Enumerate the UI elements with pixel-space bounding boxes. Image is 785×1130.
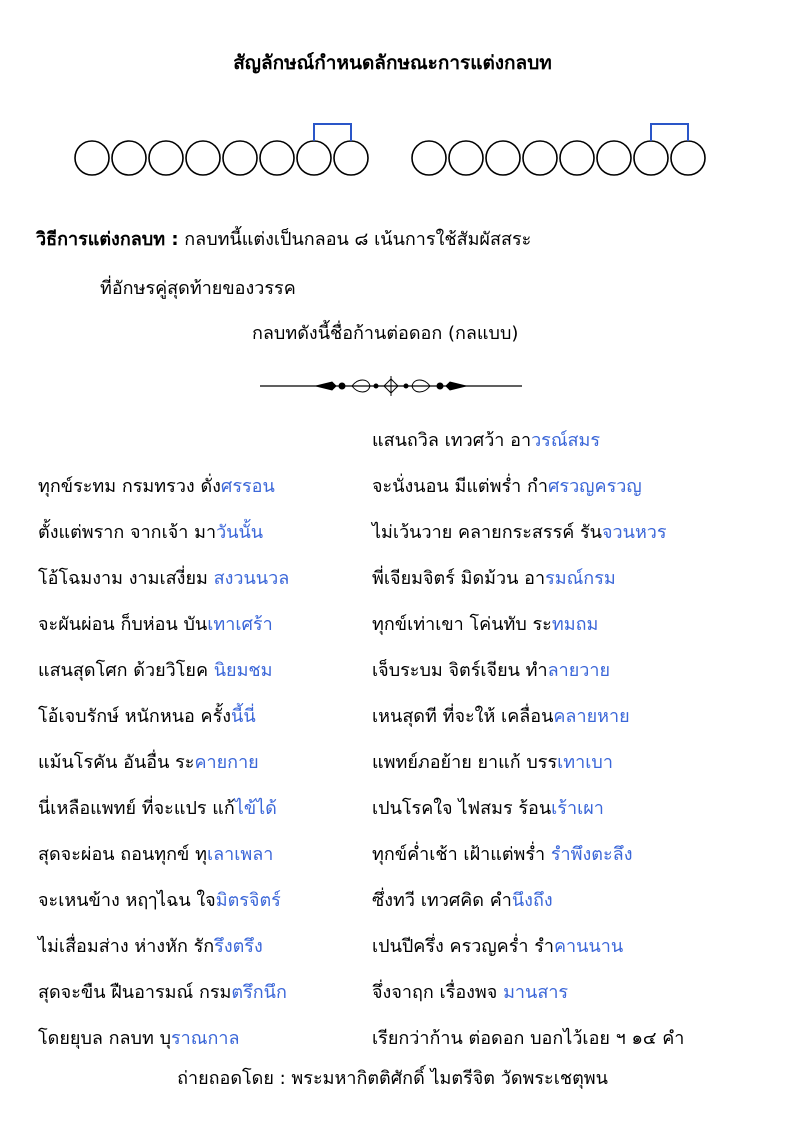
verse-plain: แสนถวิล เทวศว้า อา xyxy=(372,430,532,451)
verse-right xyxy=(372,1023,684,1052)
syllable-circle xyxy=(223,141,257,175)
poem-row xyxy=(0,609,785,641)
verse-left xyxy=(38,839,273,868)
verse-rhyme-highlight: ทมถม xyxy=(551,614,599,635)
poem-row xyxy=(0,563,785,595)
verse-rhyme-highlight: มิตรจิตร์ xyxy=(215,890,281,911)
verse-plain: โดยยุบล กลบท บุ xyxy=(38,1028,171,1049)
divider-ornament xyxy=(316,376,466,396)
verse-plain: นี่เหลือแพทย์ ที่จะแปร แก้ xyxy=(38,798,235,819)
poem-row xyxy=(0,839,785,871)
verse-rhyme-highlight: คายกาย xyxy=(194,752,259,773)
verse-rhyme-highlight: เร้าเผา xyxy=(551,798,604,819)
transcriber-credit: ถ่ายถอดโดย : พระมหากิตติศักดิ์ ไมตรีจิต วัดพระเชตุพน xyxy=(177,1068,608,1089)
verse-left xyxy=(38,747,259,776)
verse-left xyxy=(38,471,275,500)
poem-row xyxy=(0,977,785,1009)
poem-row xyxy=(0,793,785,825)
verse-rhyme-highlight: ตรึกนึก xyxy=(231,982,287,1003)
verse-right xyxy=(372,885,553,914)
verse-rhyme-highlight: คลายหาย xyxy=(553,706,630,727)
syllable-circle xyxy=(560,141,594,175)
verse-plain: สุดจะผ่อน ถอนทุกข์ ทุ xyxy=(38,844,207,865)
poem-row xyxy=(0,1023,785,1055)
verse-plain: แพทย์ภอย้าย ยาแก้ บรร xyxy=(372,752,558,773)
verse-plain: จึ่งจาฤก เรื่องพจ xyxy=(372,982,504,1003)
verse-rhyme-highlight: ไข้ได้ xyxy=(234,798,277,819)
verse-rhyme-highlight: สงวนนวล xyxy=(213,568,290,589)
syllable-circle xyxy=(634,141,668,175)
verse-rhyme-highlight: รึงตรึง xyxy=(214,936,263,957)
rhyme-link-second xyxy=(651,124,688,141)
verse-rhyme-highlight: มานสาร xyxy=(503,982,569,1003)
verse-left xyxy=(38,655,273,684)
verse-plain: แม้นโรคัน อันอื่น ระ xyxy=(38,752,195,773)
verse-right xyxy=(372,977,568,1006)
verse-left xyxy=(38,793,277,822)
verse-left xyxy=(38,609,273,638)
method-text: กลบทนี้แต่งเป็นกลอน ๘ เน้นการใช้สัมผัสสระ xyxy=(184,229,532,250)
verse-rhyme-highlight: วันนั้น xyxy=(216,522,264,543)
verse-rhyme-highlight: ศรวญครวญ xyxy=(547,476,642,497)
syllable-circle xyxy=(186,141,220,175)
verse-plain: จะนั่งนอน มีแต่พร่ำ กำ xyxy=(372,476,548,497)
verse-plain: โอ้โฉมงาม งามเสงี่ยม xyxy=(38,568,214,589)
verse-plain: ตั้งแต่พราก จากเจ้า มา xyxy=(38,522,217,543)
verse-rhyme-highlight: เทาเบา xyxy=(557,752,613,773)
first-verse-syllables xyxy=(75,141,368,175)
verse-right xyxy=(372,701,630,730)
verse-rhyme-highlight: ราณกาล xyxy=(171,1028,240,1049)
poem-row xyxy=(0,885,785,917)
method-line-3: กลบทดังนี้ชื่อก้านต่อดอก (กลแบบ) xyxy=(252,323,519,344)
verse-rhyme-highlight: นิยมชม xyxy=(213,660,273,681)
verse-left xyxy=(38,563,289,592)
verse-right xyxy=(372,425,600,454)
rhyme-scheme-diagram xyxy=(0,108,785,188)
verse-rhyme-highlight: จวนหวร xyxy=(601,522,667,543)
verse-plain: ซึ่งทวี เทวศคิด คำ xyxy=(372,890,512,911)
verse-plain: ทุกข์เท่าเขา โค่นทับ ระ xyxy=(372,614,552,635)
syllable-circle xyxy=(149,141,183,175)
verse-left xyxy=(38,701,256,730)
ornamental-divider xyxy=(258,374,524,398)
verse-rhyme-highlight: วรณ์สมร xyxy=(531,430,601,451)
verse-rhyme-highlight: คานนาน xyxy=(554,936,624,957)
verse-plain: เปนโรคใจ ไฟสมร ร้อน xyxy=(372,798,552,819)
verse-right xyxy=(372,747,613,776)
verse-plain: สุดจะขืน ฝืนอารมณ์ กรม xyxy=(38,982,232,1003)
poem-row xyxy=(0,471,785,503)
poem-row xyxy=(0,517,785,549)
verse-right xyxy=(372,517,667,546)
syllable-circle xyxy=(297,141,331,175)
second-verse-syllables xyxy=(412,141,705,175)
method-paragraph xyxy=(36,228,756,252)
verse-left xyxy=(38,885,281,914)
method-label: วิธีการแต่งกลบท : xyxy=(36,229,179,250)
verse-plain: เหนสุดที ที่จะให้ เคลื่อน xyxy=(372,706,554,727)
verse-plain: พี่เจียมจิตร์ มิดม้วน อา xyxy=(372,568,546,589)
verse-rhyme-highlight: นึงถึง xyxy=(511,890,553,911)
poem-row xyxy=(0,701,785,733)
verse-left xyxy=(38,1023,240,1052)
method-line-2: ที่อักษรคู่สุดท้ายของวรรค xyxy=(100,278,296,299)
syllable-circle xyxy=(260,141,294,175)
verse-rhyme-highlight: ลายวาย xyxy=(547,660,611,681)
verse-plain: ทุกข์ค่ำเช้า เฝ้าแต่พร่ำ xyxy=(372,844,551,865)
poem-row xyxy=(0,747,785,779)
verse-rhyme-highlight: รมณ์กรม xyxy=(545,568,616,589)
verse-plain: โอ้เจบรักษ์ หนักหนอ ครั้ง xyxy=(38,706,232,727)
page-title: สัญลักษณ์กำหนดลักษณะการแต่งกลบท xyxy=(233,52,552,74)
verse-left xyxy=(38,517,263,546)
verse-right xyxy=(372,563,616,592)
poem-row xyxy=(0,425,785,457)
verse-plain: จะเหนข้าง หฤๅไฉน ใจ xyxy=(38,890,216,911)
syllable-circle xyxy=(334,141,368,175)
verse-rhyme-highlight: รำพึงตะลึง xyxy=(550,844,633,865)
verse-plain: เปนปีครึ่ง ครวญคร่ำ รำ xyxy=(372,936,554,957)
verse-rhyme-highlight: นี้นี่ xyxy=(231,706,256,727)
verse-right xyxy=(372,793,604,822)
poem-row xyxy=(0,655,785,687)
verse-plain: แสนสุดโศก ด้วยวิโยค xyxy=(38,660,214,681)
rhyme-link-first xyxy=(314,124,351,141)
verse-right xyxy=(372,609,598,638)
verse-plain: ไม่เว้นวาย คลายกระสรรค์ รัน xyxy=(372,522,602,543)
verse-right xyxy=(372,655,610,684)
syllable-circle xyxy=(671,141,705,175)
verse-right xyxy=(372,471,642,500)
verse-rhyme-highlight: ศรรอน xyxy=(220,476,275,497)
poem-row xyxy=(0,931,785,963)
verse-rhyme-highlight: เลาเพลา xyxy=(206,844,274,865)
syllable-circle xyxy=(597,141,631,175)
verse-rhyme-highlight: เทาเศร้า xyxy=(207,614,273,635)
verse-plain: จะผันผ่อน ก็บห่อน บัน xyxy=(38,614,208,635)
syllable-circle xyxy=(112,141,146,175)
syllable-circle xyxy=(486,141,520,175)
verse-right xyxy=(372,931,623,960)
syllable-circle xyxy=(412,141,446,175)
verse-plain: ไม่เสื่อมส่าง ห่างหัก รัก xyxy=(38,936,215,957)
verse-left xyxy=(38,977,287,1006)
verse-plain: เรียกว่าก้าน ต่อดอก บอกไว้เอย ฯ ๑๔ คำ xyxy=(372,1028,685,1049)
verse-plain: ทุกข์ระทม กรมทรวง ดั่ง xyxy=(38,476,221,497)
syllable-circle xyxy=(449,141,483,175)
verse-right xyxy=(372,839,632,868)
verse-plain: เจ็บระบม จิตร์เจียน ทำ xyxy=(372,660,548,681)
verse-left xyxy=(38,931,263,960)
syllable-circle xyxy=(523,141,557,175)
syllable-circle xyxy=(75,141,109,175)
